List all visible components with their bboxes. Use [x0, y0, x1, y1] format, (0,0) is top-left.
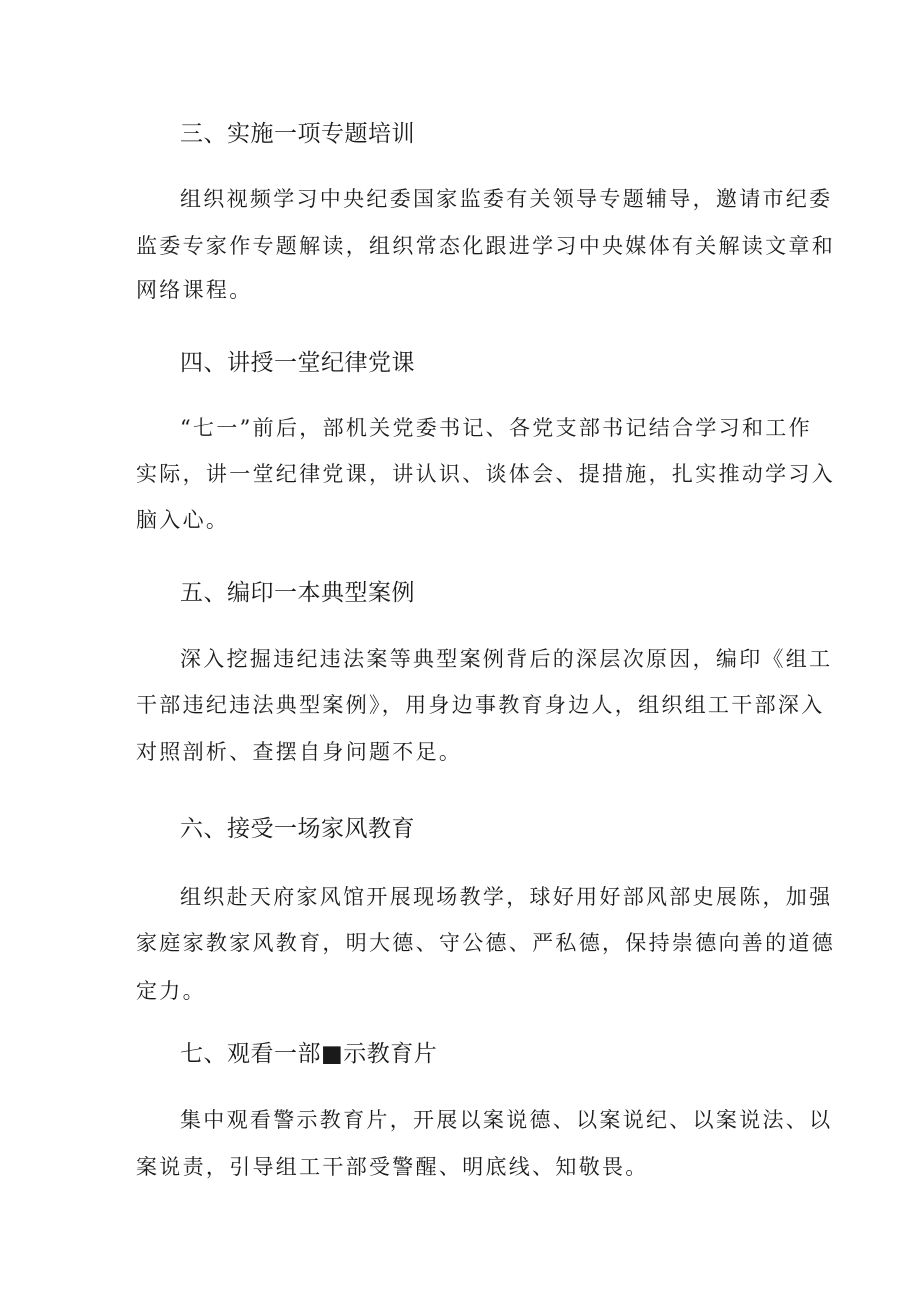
paragraph-line: 实际，讲一堂纪律党课，讲认识、谈体会、提措施，扎实推动学习入	[136, 462, 835, 486]
paragraph-line: 案说责，引导组工干部受警醒、明底线、知敬畏。	[136, 1155, 649, 1179]
paragraph-line: 对照剖析、查摆自身问题不足。	[136, 740, 463, 764]
paragraph-line: 集中观看警示教育片，开展以案说德、以案说纪、以案说法、以	[180, 1108, 833, 1132]
paragraph-line: 组织视频学习中央纪委国家监委有关领导专题辅导，邀请市纪委	[180, 187, 833, 211]
paragraph-line: 定力。	[136, 979, 206, 1003]
section-heading: 四、讲授一堂纪律党课	[180, 350, 415, 376]
section-heading: 五、编印一本典型案例	[180, 580, 415, 606]
paragraph-line: 监委专家作专题解读，组织常态化跟进学习中央媒体有关解读文章和	[136, 234, 835, 258]
section-heading: 三、实施一项专题培训	[180, 121, 415, 147]
section-heading: 七、观看一部■示教育片	[180, 1041, 438, 1067]
paragraph-line: 干部违纪违法典型案例》，用身边事教育身边人，组织组工干部深入	[136, 693, 825, 717]
paragraph-line: 家庭家教家风教育，明大德、守公德、严私德，保持崇德向善的道德	[136, 931, 835, 955]
paragraph-line: “七一”前后，部机关党委书记、各党支部书记结合学习和工作	[180, 416, 812, 440]
paragraph-line: 深入挖掘违纪违法案等典型案例背后的深层次原因，编印《组工	[180, 647, 833, 671]
paragraph-line: 网络课程。	[136, 278, 253, 302]
section-heading: 六、接受一场家风教育	[180, 816, 415, 842]
paragraph-line: 脑入心。	[136, 508, 230, 532]
paragraph-line: 组织赴天府家风馆开展现场教学，球好用好部风部史展陈，加强	[180, 885, 833, 909]
